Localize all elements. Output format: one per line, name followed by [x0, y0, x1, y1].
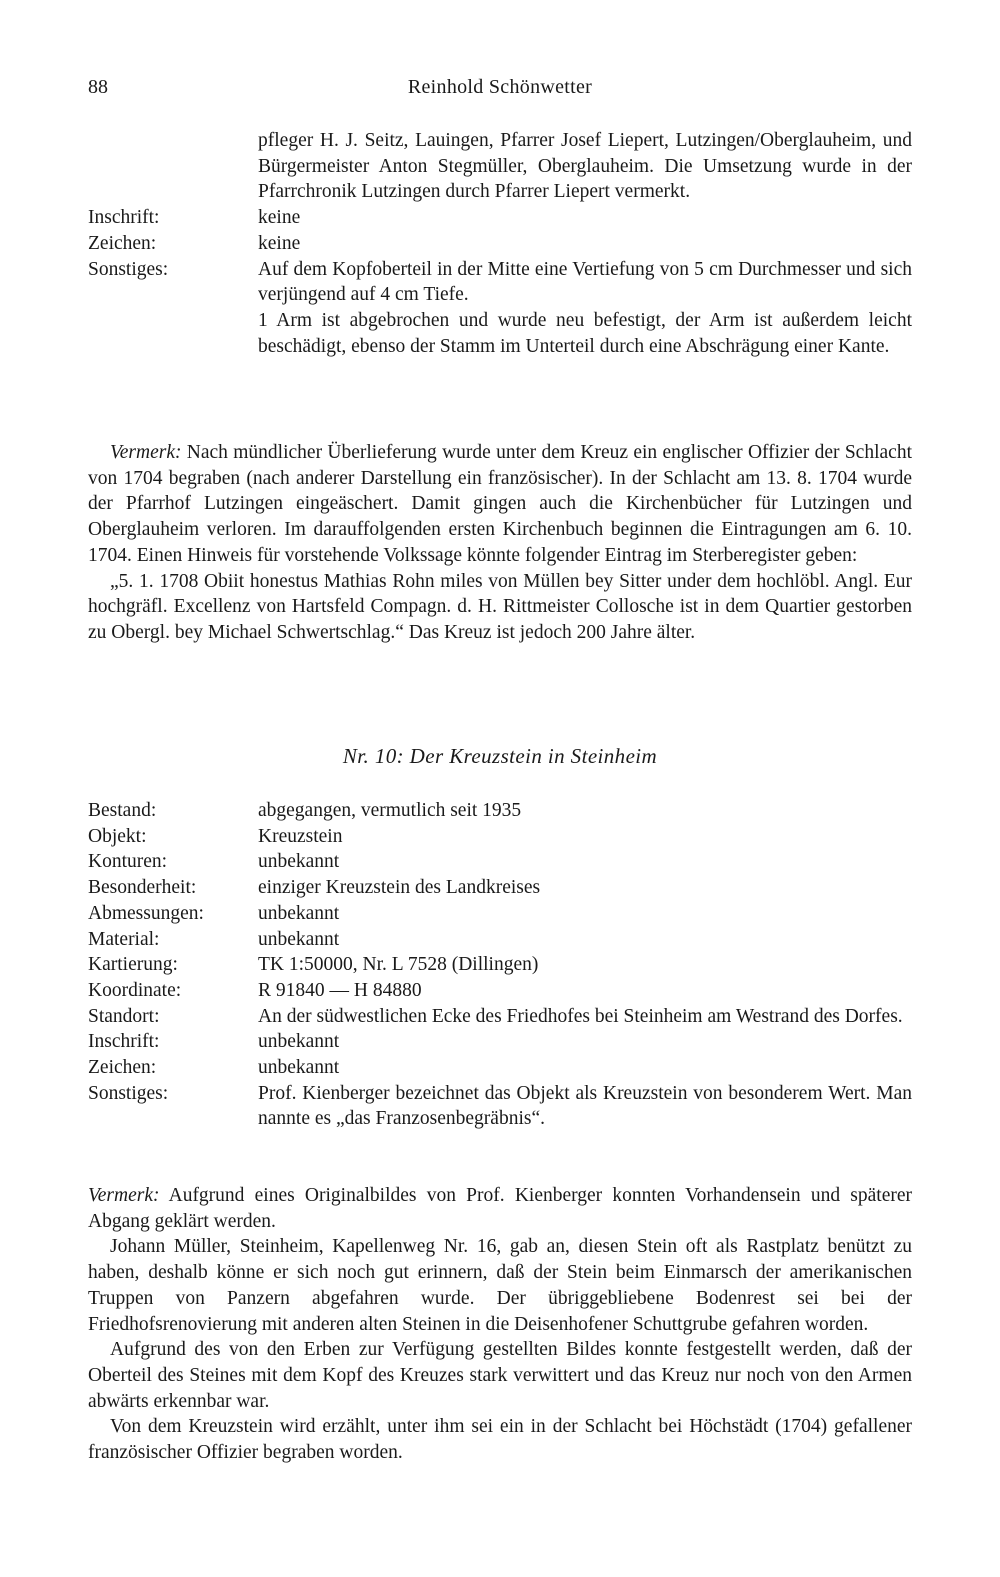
field-value: keine [258, 207, 301, 229]
field-label: Standort: [88, 1005, 160, 1027]
vermerk-block [88, 1183, 912, 1466]
field-value: unbekannt [258, 1057, 340, 1079]
field-value: R 91840 — H 84880 [258, 979, 422, 1001]
vermerk-label: Vermerk: [110, 442, 182, 463]
field-label: Sonstiges: [88, 1082, 169, 1104]
section-previous-entry [88, 128, 912, 359]
page-header [88, 76, 912, 106]
sonstiges-paragraph: Auf dem Kopfoberteil in der Mitte eine Vertiefung von 5 cm Durchmesser und sich verjüngend auf 4 cm Tiefe. [258, 258, 912, 306]
field-value: abgegangen, vermutlich seit 1935 [258, 800, 522, 821]
field-label: Kartierung: [88, 954, 178, 976]
field-label: Inschrift: [88, 207, 160, 229]
field-value: Prof. Kienberger bezeichnet das Objekt als Kreuzstein von besonderem Wert. Man nannte es „das Franzosenbegräbnis“. [258, 1082, 912, 1130]
field-value: An der südwestlichen Ecke des Friedhofes bei Steinheim am Westrand des Dorfes. [258, 1005, 903, 1027]
entry-field-table [88, 128, 912, 359]
field-label: Bestand: [88, 800, 157, 821]
field-value: TK 1:50000, Nr. L 7528 (Dillingen) [258, 954, 539, 976]
section-title: Nr. 10: Der Kreuzstein in Steinheim [342, 744, 658, 768]
vermerk-text: Nach mündlicher Überlieferung wurde unter dem Kreuz ein englischer Offizier der Schlacht von 1704 begraben (nach anderer Darstellung ein französischer). In der Schlacht am 13. 8. 1704 wurde der Pfarrhof Lutzingen eingeäschert. Damit gingen auch die Kirchenbücher für Lutzingen und Oberglauheim verloren. Im darauffolgenden ersten Kirchenbuch beginnen die Eintragungen am 6. 10. 1704. Einen Hinweis für vorstehende Volkssage könnte folgender Eintrag im Sterberegister geben: [88, 442, 912, 566]
field-value: keine [258, 232, 301, 254]
body-paragraph: Von dem Kreuzstein wird erzählt, unter ihm sei ein in der Schlacht bei Höchstädt (1704) gefallener französischer Offizier begraben worden. [88, 1416, 912, 1464]
vermerk-text: Aufgrund eines Originalbildes von Prof. Kienberger konnten Vorhandensein und späterer Abgang geklärt werden. [88, 1185, 912, 1232]
field-label: Konturen: [88, 851, 168, 873]
field-label: Zeichen: [88, 232, 157, 254]
field-value: unbekannt [258, 902, 340, 924]
vermerk-block [88, 440, 912, 646]
field-value: unbekannt [258, 928, 340, 950]
field-label: Koordinate: [88, 979, 182, 1001]
field-value: Kreuzstein [258, 825, 343, 847]
field-value [258, 257, 912, 360]
section-kreuzstein-steinheim [88, 798, 912, 1132]
entry-field-table [88, 798, 912, 1132]
field-label: Inschrift: [88, 1031, 160, 1053]
field-label: Besonderheit: [88, 877, 197, 899]
field-value: unbekannt [258, 1031, 340, 1053]
sonstiges-paragraph: 1 Arm ist abgebrochen und wurde neu befestigt, der Arm ist außerdem leicht beschädigt, ebenso der Stamm im Unterteil durch eine Abschrägung einer Kante. [258, 309, 912, 357]
empty-label [88, 128, 258, 205]
vermerk-paragraph [88, 1183, 912, 1234]
field-label: Objekt: [88, 825, 147, 847]
running-title: Reinhold Schönwetter [407, 76, 593, 98]
vermerk-paragraph [88, 440, 912, 569]
field-label: Sonstiges: [88, 258, 169, 280]
body-paragraph: Johann Müller, Steinheim, Kapellenweg Nr. 16, gab an, diesen Stein oft als Rastplatz benützt zu haben, deshalb könne er sich noch gut erinnern, daß der Stein beim Einmarsch der amerikanischen Truppen von Panzern abgefahren wurde. Der übriggebliebene Bodenrest sei bei der Friedhofsrenovierung mit anderen alten Steinen in die Deisenhofener Schuttgrube gefahren worden. [88, 1236, 912, 1335]
vermerk-label: Vermerk: [88, 1185, 160, 1206]
field-label: Material: [88, 928, 160, 950]
continuation-text: pfleger H. J. Seitz, Lauingen, Pfarrer Josef Liepert, Lutzingen/Oberglauheim, und Bürgermeister Anton Stegmüller, Oberglauheim. Die Umsetzung wurde in der Pfarrchronik Lutzingen durch Pfarrer Liepert vermerkt. [258, 130, 912, 203]
field-value: einziger Kreuzstein des Landkreises [258, 877, 541, 899]
field-label: Zeichen: [88, 1057, 157, 1079]
page-number: 88 [88, 76, 108, 98]
field-value: unbekannt [258, 851, 340, 873]
quote-paragraph: „5. 1. 1708 Obiit honestus Mathias Rohn miles von Müllen bey Sitter under dem hochlöbl. Angl. Eur hochgräfl. Excellenz von Hartsfeld Compagn. d. H. Rittmeister Collosche ist in dem Quartier gestorben zu Obergl. bey Michael Schwertschlag.“ Das Kreuz ist jedoch 200 Jahre älter. [88, 570, 912, 643]
field-label: Abmessungen: [88, 902, 204, 924]
body-paragraph: Aufgrund des von den Erben zur Verfügung gestellten Bildes konnte festgestellt werden, daß der Oberteil des Steines mit dem Kopf des Kreuzes stark verwittert und das Kreuz nur noch von den Armen abwärts erkennbar war. [88, 1339, 912, 1412]
